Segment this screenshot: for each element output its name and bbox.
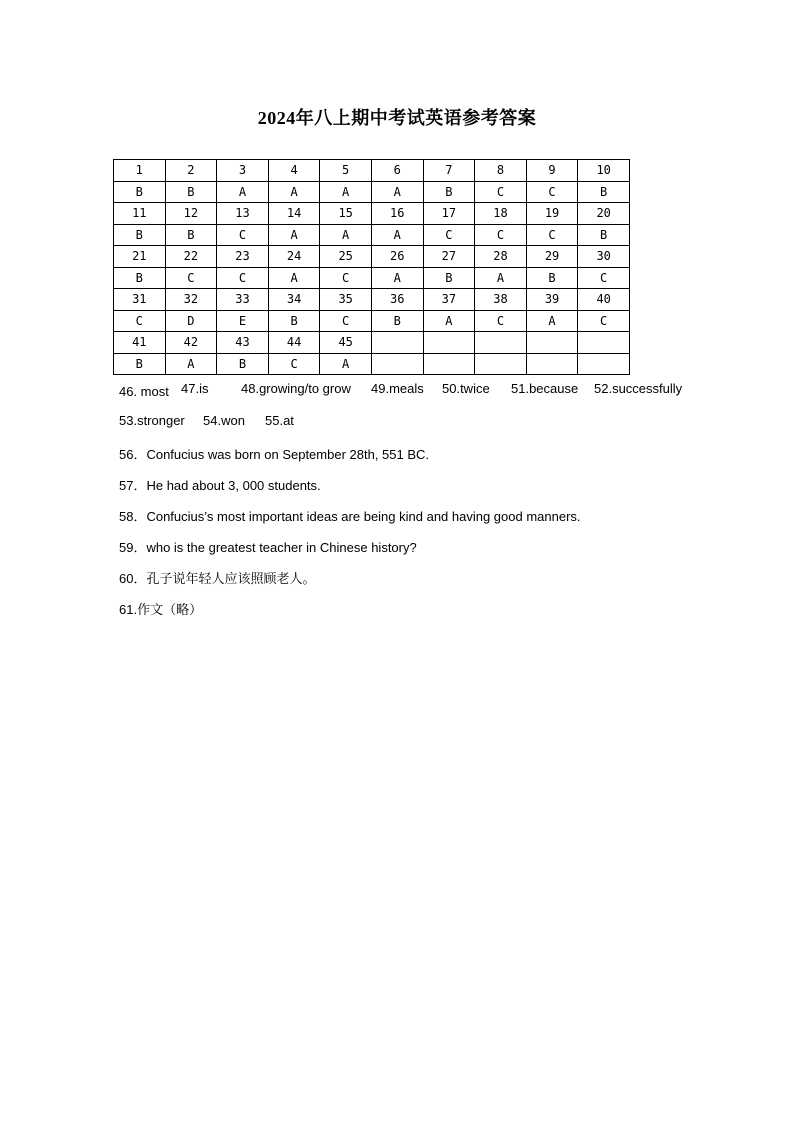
question-number-row bbox=[114, 332, 630, 354]
answer-letter-cell: C bbox=[578, 267, 630, 289]
question-number-cell: 15 bbox=[320, 203, 372, 225]
question-number-cell: 42 bbox=[165, 332, 217, 354]
question-number-cell: 35 bbox=[320, 289, 372, 311]
question-number-cell: 31 bbox=[114, 289, 166, 311]
answer-letter-cell: A bbox=[371, 181, 423, 203]
question-number-cell: 17 bbox=[423, 203, 475, 225]
question-number-cell: 29 bbox=[526, 246, 578, 268]
question-number-row bbox=[114, 160, 630, 182]
question-number-cell: 37 bbox=[423, 289, 475, 311]
question-number-cell: 40 bbox=[578, 289, 630, 311]
question-number-cell: 45 bbox=[320, 332, 372, 354]
answer-letter-cell: B bbox=[165, 181, 217, 203]
question-number-cell: 19 bbox=[526, 203, 578, 225]
answer-letter-cell: B bbox=[423, 267, 475, 289]
question-number-cell: 8 bbox=[475, 160, 527, 182]
question-number-cell: 18 bbox=[475, 203, 527, 225]
answer-letter-cell: E bbox=[217, 310, 269, 332]
answer-letter-cell bbox=[423, 353, 475, 375]
question-number-cell: 39 bbox=[526, 289, 578, 311]
question-number-cell: 38 bbox=[475, 289, 527, 311]
answer-61: 61.作文（略） bbox=[119, 602, 203, 617]
question-number-cell: 33 bbox=[217, 289, 269, 311]
fill-blank-row-2 bbox=[119, 413, 759, 428]
question-number-cell: 30 bbox=[578, 246, 630, 268]
question-number-cell: 28 bbox=[475, 246, 527, 268]
answer-56: 56．Confucius was born on September 28th, 551 BC. bbox=[119, 447, 430, 462]
answer-letter-cell bbox=[371, 353, 423, 375]
answer-55: 55.at bbox=[265, 413, 294, 428]
answer-letter-cell: A bbox=[371, 224, 423, 246]
question-number-cell: 26 bbox=[371, 246, 423, 268]
question-number-cell: 3 bbox=[217, 160, 269, 182]
answer-letter-row bbox=[114, 224, 630, 246]
answer-48: 48.growing/to grow bbox=[241, 381, 351, 396]
answer-letter-cell: C bbox=[475, 310, 527, 332]
answer-table-body bbox=[114, 160, 630, 375]
answer-letter-cell: B bbox=[114, 353, 166, 375]
answer-letter-cell: A bbox=[217, 181, 269, 203]
question-number-cell bbox=[371, 332, 423, 354]
answer-letter-row bbox=[114, 310, 630, 332]
answer-letter-row bbox=[114, 181, 630, 203]
answer-letter-cell: A bbox=[423, 310, 475, 332]
question-number-cell: 13 bbox=[217, 203, 269, 225]
answer-letter-cell: B bbox=[165, 224, 217, 246]
question-number-cell: 7 bbox=[423, 160, 475, 182]
answer-letter-cell: A bbox=[268, 224, 320, 246]
answer-letter-cell: C bbox=[320, 267, 372, 289]
answer-letter-cell: C bbox=[268, 353, 320, 375]
question-number-cell: 4 bbox=[268, 160, 320, 182]
question-number-cell: 22 bbox=[165, 246, 217, 268]
answer-letter-cell: B bbox=[114, 267, 166, 289]
question-number-row bbox=[114, 246, 630, 268]
question-number-cell: 21 bbox=[114, 246, 166, 268]
answer-letter-cell: A bbox=[320, 353, 372, 375]
question-number-cell: 34 bbox=[268, 289, 320, 311]
question-number-cell: 11 bbox=[114, 203, 166, 225]
question-number-cell: 10 bbox=[578, 160, 630, 182]
answer-letter-cell: A bbox=[371, 267, 423, 289]
answer-letter-cell: B bbox=[114, 224, 166, 246]
answer-letter-cell bbox=[475, 353, 527, 375]
answer-letter-cell: C bbox=[320, 310, 372, 332]
answer-letter-cell: B bbox=[268, 310, 320, 332]
answer-letter-cell: D bbox=[165, 310, 217, 332]
answer-letter-cell: C bbox=[475, 181, 527, 203]
answer-58: 58．Confucius’s most important ideas are being kind and having good manners. bbox=[119, 509, 581, 524]
answer-49: 49.meals bbox=[371, 381, 424, 396]
question-number-cell: 16 bbox=[371, 203, 423, 225]
question-number-cell: 27 bbox=[423, 246, 475, 268]
answer-letter-cell: B bbox=[578, 181, 630, 203]
answer-letter-row bbox=[114, 267, 630, 289]
answer-letter-cell: A bbox=[165, 353, 217, 375]
answer-52: 52.successfully bbox=[594, 381, 683, 396]
question-number-cell bbox=[578, 332, 630, 354]
answer-letter-cell: A bbox=[475, 267, 527, 289]
question-number-cell: 20 bbox=[578, 203, 630, 225]
answer-letter-cell: B bbox=[526, 267, 578, 289]
answer-letter-cell: A bbox=[268, 181, 320, 203]
question-number-cell: 14 bbox=[268, 203, 320, 225]
answer-57: 57．He had about 3, 000 students. bbox=[119, 478, 321, 493]
question-number-cell: 36 bbox=[371, 289, 423, 311]
answer-letter-cell bbox=[526, 353, 578, 375]
answer-letter-row bbox=[114, 353, 630, 375]
question-number-cell bbox=[526, 332, 578, 354]
question-number-row bbox=[114, 203, 630, 225]
answer-54: 54.won bbox=[203, 413, 245, 428]
question-number-cell: 6 bbox=[371, 160, 423, 182]
answer-letter-cell: C bbox=[165, 267, 217, 289]
answer-letter-cell: C bbox=[217, 267, 269, 289]
answer-51: 51.because bbox=[511, 381, 579, 396]
answer-letter-cell: C bbox=[114, 310, 166, 332]
answer-letter-cell: C bbox=[217, 224, 269, 246]
answer-50: 50.twice bbox=[442, 381, 490, 396]
answer-letter-cell: C bbox=[423, 224, 475, 246]
answer-47: 47.is bbox=[181, 381, 209, 396]
question-number-cell: 41 bbox=[114, 332, 166, 354]
fill-blank-row-1 bbox=[119, 381, 759, 399]
answer-letter-cell: A bbox=[268, 267, 320, 289]
page-title: 2024年八上期中考试英语参考答案 bbox=[257, 108, 537, 128]
answer-letter-cell: C bbox=[526, 181, 578, 203]
answer-letter-cell: B bbox=[423, 181, 475, 203]
answer-60: 60．孔子说年轻人应该照顾老人。 bbox=[119, 571, 316, 586]
answer-letter-cell: A bbox=[320, 181, 372, 203]
answer-letter-cell: A bbox=[320, 224, 372, 246]
answer-letter-cell: C bbox=[475, 224, 527, 246]
question-number-cell: 9 bbox=[526, 160, 578, 182]
question-number-cell bbox=[423, 332, 475, 354]
question-number-cell: 32 bbox=[165, 289, 217, 311]
answer-letter-cell: B bbox=[371, 310, 423, 332]
question-number-row bbox=[114, 289, 630, 311]
question-number-cell: 1 bbox=[114, 160, 166, 182]
question-number-cell: 24 bbox=[268, 246, 320, 268]
answer-letter-cell bbox=[578, 353, 630, 375]
answer-letter-cell: C bbox=[578, 310, 630, 332]
answer-letter-cell: B bbox=[578, 224, 630, 246]
answer-59: 59．who is the greatest teacher in Chinese history? bbox=[119, 540, 417, 555]
answer-letter-cell: C bbox=[526, 224, 578, 246]
question-number-cell bbox=[475, 332, 527, 354]
answer-table bbox=[113, 159, 630, 375]
answer-letter-cell: B bbox=[217, 353, 269, 375]
question-number-cell: 44 bbox=[268, 332, 320, 354]
question-number-cell: 5 bbox=[320, 160, 372, 182]
question-number-cell: 12 bbox=[165, 203, 217, 225]
question-number-cell: 43 bbox=[217, 332, 269, 354]
answer-46: 46. most bbox=[119, 384, 169, 399]
question-number-cell: 25 bbox=[320, 246, 372, 268]
question-number-cell: 2 bbox=[165, 160, 217, 182]
question-number-cell: 23 bbox=[217, 246, 269, 268]
answer-letter-cell: A bbox=[526, 310, 578, 332]
answer-letter-cell: B bbox=[114, 181, 166, 203]
answer-53: 53.stronger bbox=[119, 413, 185, 428]
